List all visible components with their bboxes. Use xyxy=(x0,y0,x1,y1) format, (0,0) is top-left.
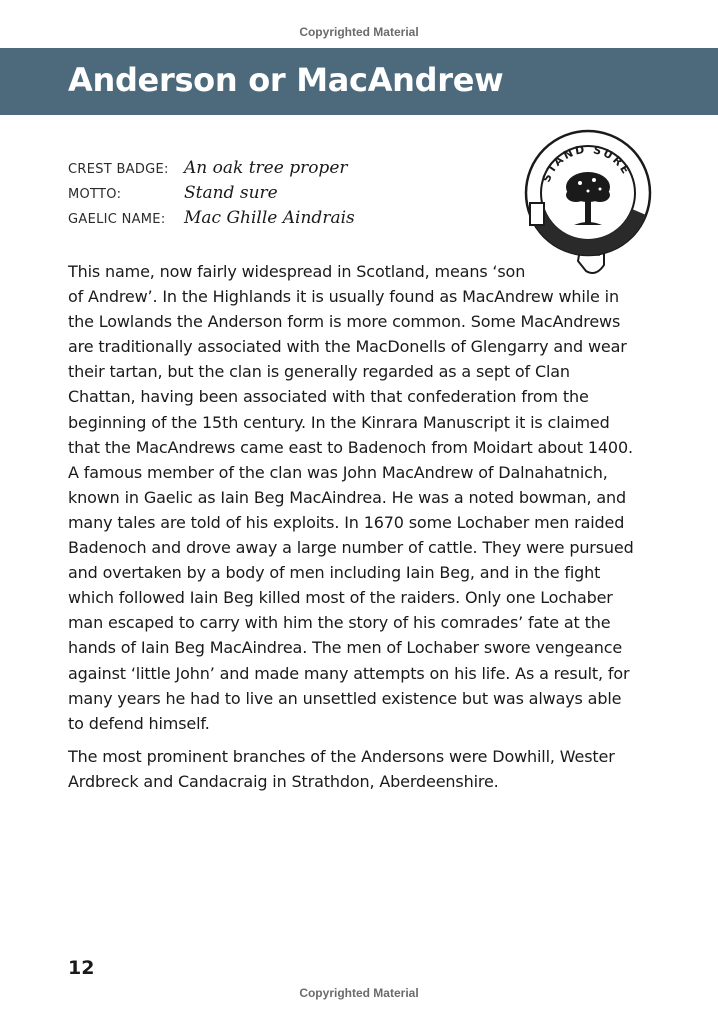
fact-label: CREST BADGE: xyxy=(68,162,169,177)
fact-gaelic-name xyxy=(68,208,355,233)
fact-value: An oak tree proper xyxy=(184,158,348,178)
fact-motto xyxy=(68,183,355,208)
fact-crest-badge xyxy=(68,158,355,183)
fact-value: Mac Ghille Aindrais xyxy=(184,208,355,228)
body-paragraph: This name, now fairly widespread in Scotland, means ‘son of Andrew’. In the Highlands it is usually found as MacAndrew while in the Lowlands the Anderson form is more common. Some MacAndrews are traditionally associated with the MacDonells of Glengarry and wear their tartan, but the clan is generally regarded as a sept of Clan Chattan, having been associated with that confederation from the beginning of the 15th century. In the Kinrara Manuscript it is claimed that the MacAndrews came east to Badenoch from Moidart about 1400. A famous member of the clan was John MacAndrew of Dalnahatnich, known in Gaelic as Iain Beg MacAindrea. He was a noted bowman, and many tales are told of his exploits. In 1670 some Lochaber men raided Badenoch and drove away a large number of cattle. They were pursued and overtaken by a body of men including Iain Beg, and in the fight which followed Iain Beg killed most of the raiders. Only one Lochaber man escaped to carry with him the story of his comrades’ fate at the hands of Iain Beg MacAindrea. The men of Lochaber swore vengeance against ‘little John’ and made many attempts on his life. As a result, for many years he had to live an unsettled existence but was always able to defend himself. xyxy=(68,262,634,733)
crest-motto-text: STAND SURE xyxy=(539,142,634,185)
title-banner xyxy=(0,48,718,115)
fact-label: GAELIC NAME: xyxy=(68,212,166,227)
article-body xyxy=(68,259,648,802)
fact-label: MOTTO: xyxy=(68,187,122,202)
clan-facts xyxy=(68,158,355,233)
page-title: Anderson or MacAndrew xyxy=(68,61,504,99)
body-paragraph: The most prominent branches of the Andersons were Dowhill, Wester Ardbreck and Candacraig in Strathdon, Aberdeenshire. xyxy=(68,746,615,791)
page-number: 12 xyxy=(68,957,95,979)
copyright-notice-bottom: Copyrighted Material xyxy=(299,986,419,1000)
fact-value: Stand sure xyxy=(184,183,278,203)
copyright-notice-top: Copyrighted Material xyxy=(299,25,419,39)
